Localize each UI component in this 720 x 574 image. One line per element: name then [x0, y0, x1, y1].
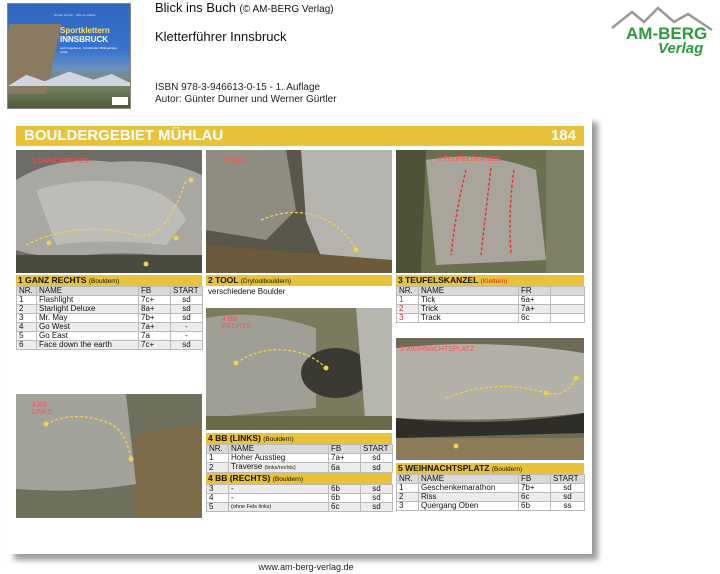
table-row: 5 (ohne Fels links) 6c sd: [207, 503, 393, 512]
section-ganz-rechts: [16, 275, 202, 350]
cover-subtitle: und Umgebung · Innsbrucker Mittelgebirge · Inntal: [60, 46, 119, 54]
photo-label-4: 4 BB RECHTS: [222, 316, 251, 330]
page-title: BOULDERGEBIET MÜHLAU: [24, 127, 224, 144]
section-weihnachtsplatz: [396, 463, 584, 511]
table-row: 6 Face down the earth 7c+ sd: [17, 341, 203, 350]
table-row: 4 - 6b sd: [207, 494, 393, 503]
book-cover: [7, 3, 131, 109]
section-header: 5 WEIHNACHTSPLATZ (Bouldern): [396, 463, 584, 474]
table-row: 1 Flashlight 7c+ sd: [17, 296, 203, 305]
routes-table: [206, 484, 393, 512]
table-row: 2 Riss 6c sd: [397, 493, 585, 502]
table-row: 4 Go West 7a+ -: [17, 323, 203, 332]
routes-table: NR. NAME FB START 1 Hoher Ausstieg 7a+ sd 2 Traverse (links/rechts) 6a sd: [206, 444, 393, 473]
photo-weihnachtsplatz: [396, 338, 584, 460]
routes-table: NR. NAME FB START 1 Geschenkemarathon 7b+ sd 2 Riss 6c sd 3 Quergang Oben 6b ss: [396, 474, 585, 511]
photo-label-5: 4 BB LINKS: [32, 402, 53, 416]
section-header: 3 TEUFELSKANZEL (Klettern): [396, 275, 584, 286]
photo-label-1: 1 GANZ RECHTS: [32, 158, 89, 165]
table-row: 3 Mr. May 7b+ sd: [17, 314, 203, 323]
section-bb-links: [206, 433, 392, 512]
cover-title-1: Sportklettern: [60, 26, 110, 35]
photo-label-3: 3 TEUFELSKANZEL: [438, 156, 503, 163]
routes-table: NR. NAME FB START 1 Flashlight 7c+ sd 2 Starlight Deluxe 8a+ sd 3 Mr. May 7b+ sd 4 Go West 7a+ - 5 Go East 7a - 6 Face down the earth 7c+ sd: [16, 286, 203, 350]
table-row: 1 Geschenkemarathon 7b+ sd: [397, 484, 585, 493]
page-number: 184: [550, 127, 576, 144]
section-header: 1 GANZ RECHTS (Bouldern): [16, 275, 202, 286]
header-isbn: ISBN 978-3-946613-0-15 - 1. Auflage: [155, 82, 321, 93]
table-row: 2 Starlight Deluxe 8a+ sd: [17, 305, 203, 314]
section-tool: [206, 275, 392, 297]
table-row: 3 - 6b sd: [207, 485, 393, 494]
table-row: 3 Track 6c: [397, 314, 585, 323]
header-author: Autor: Günter Durner und Werner Gürtler: [155, 94, 337, 105]
cover-title-2: INNSBRUCK: [60, 35, 108, 44]
section-text: verschiedene Boulder: [208, 287, 286, 296]
section-teufelskanzel: [396, 275, 584, 323]
publisher-logo[interactable]: [608, 6, 716, 58]
photo-teufelskanzel: [396, 150, 584, 273]
section-header: 4 BB (RECHTS) (Bouldern): [206, 473, 392, 484]
book-page: [8, 116, 592, 554]
table-row: 2 Trick 7a+: [397, 305, 585, 314]
photo-boulder-image: [396, 338, 584, 460]
table-row: 1 Tick 6a+: [397, 296, 585, 305]
photo-tool: [206, 150, 392, 273]
photo-bb-rechts: [206, 308, 392, 430]
cover-author: Günter Durner · Werner Gürtler: [54, 13, 96, 17]
section-header: 2 TOOL (Drytoolbouldern): [206, 275, 392, 286]
header-title: Blick ins Buch (© AM-BERG Verlag): [155, 0, 334, 15]
header-subtitle: Kletterführer Innsbruck: [155, 29, 287, 44]
photo-ganz-rechts: [16, 150, 202, 273]
section-header: 4 BB (LINKS) (Bouldern): [206, 433, 392, 444]
photo-label-6: 5 WEIHNACHTSPLATZ: [400, 346, 475, 353]
logo-line-1: AM-BERG: [626, 24, 708, 43]
logo-line-2: Verlag: [658, 40, 704, 57]
footer-url[interactable]: www.am-berg-verlag.de: [258, 562, 354, 572]
table-row: 3 Quergang Oben 6b ss: [397, 502, 585, 511]
table-row: 2 Traverse (links/rechts) 6a sd: [207, 463, 393, 473]
table-row: 5 Go East 7a -: [17, 332, 203, 341]
routes-table: NR. NAME FR 1 Tick 6a+ 2 Trick 7a+ 3 Track 6c: [396, 286, 585, 323]
page-title-bar: [16, 126, 584, 146]
cover-logo: [112, 97, 128, 105]
photo-bb-links: [16, 394, 202, 518]
photo-boulder-image: [16, 150, 202, 273]
photo-boulder-image: [396, 150, 584, 273]
table-row: 1 Hoher Ausstieg 7a+ sd: [207, 454, 393, 463]
photo-boulder-image: [206, 150, 392, 273]
photo-label-2: 2 TOOL: [222, 158, 247, 165]
